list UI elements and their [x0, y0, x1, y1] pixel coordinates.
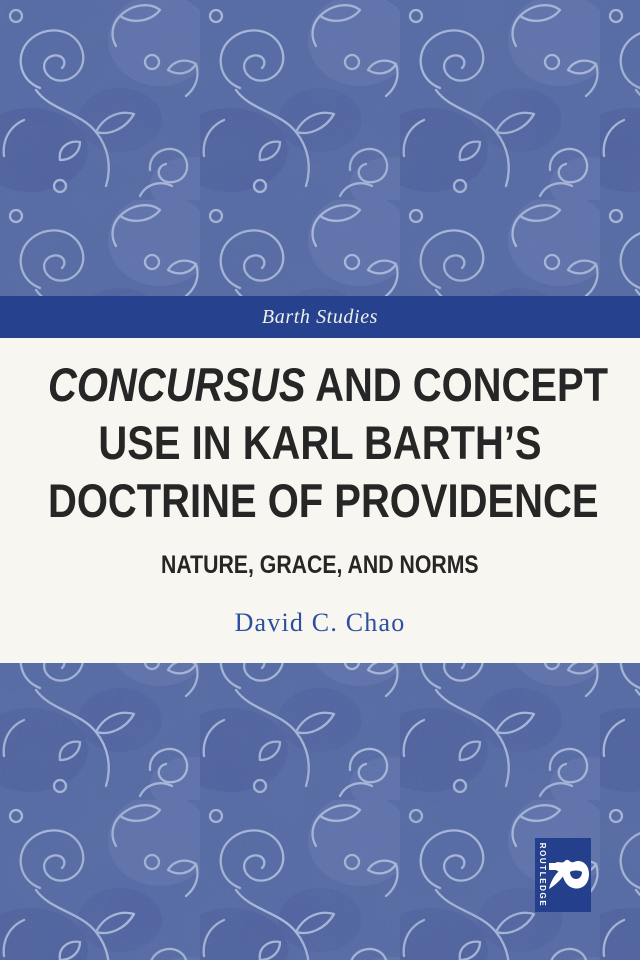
book-title — [0, 356, 640, 530]
series-band — [0, 296, 640, 338]
series-title: Barth Studies — [261, 305, 379, 328]
title-line-1: CONCURSUS AND CONCEPT — [48, 358, 609, 411]
routledge-logo-box — [535, 838, 591, 912]
book-subtitle: NATURE, GRACE, AND NORMS — [161, 551, 479, 579]
author-name: David C. Chao — [234, 608, 406, 637]
publisher-logo — [535, 838, 591, 912]
title-line-2: USE IN KARL BARTH’S — [98, 416, 542, 469]
publisher-name-label: ROUTLEDGE — [538, 842, 547, 908]
title-line-3: DOCTRINE OF PROVIDENCE — [48, 474, 599, 527]
title-panel — [0, 338, 640, 663]
